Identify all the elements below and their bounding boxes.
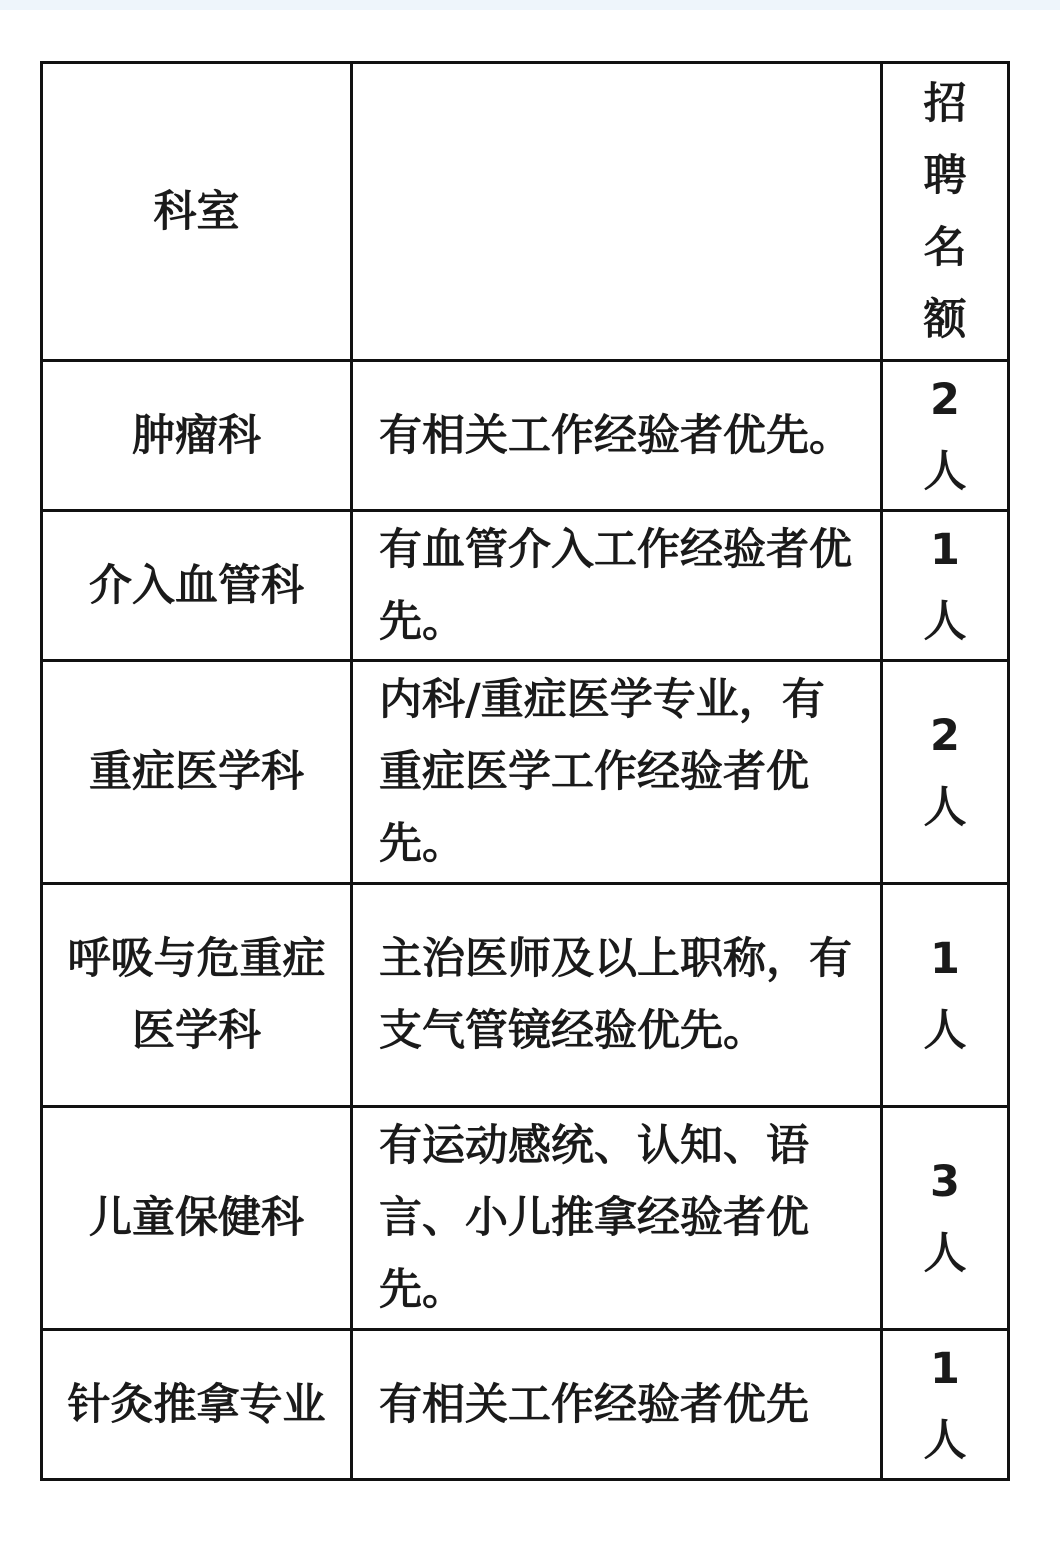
table-header-row — [42, 63, 1009, 361]
count-unit: 人 — [923, 1006, 967, 1056]
count-unit: 人 — [923, 446, 967, 497]
count-cell — [882, 661, 1009, 884]
count-cell — [882, 884, 1009, 1107]
table-row — [42, 884, 1009, 1107]
count-unit: 人 — [923, 596, 967, 647]
department-cell: 呼吸与危重症医学科 — [42, 884, 352, 1107]
count-unit: 人 — [923, 1415, 967, 1466]
requirement-cell: 主治医师及以上职称，有支气管镜经验优先。 — [352, 884, 882, 1107]
department-cell: 针灸推拿专业 — [42, 1330, 352, 1480]
table-row — [42, 661, 1009, 884]
count-value: 1 — [930, 1343, 960, 1394]
count-value: 1 — [930, 524, 960, 575]
count-value: 3 — [930, 1157, 960, 1207]
table-row — [42, 361, 1009, 511]
table-row — [42, 1330, 1009, 1480]
requirement-cell: 有运动感统、认知、语言、小儿推拿经验者优先。 — [352, 1107, 882, 1330]
count-cell — [882, 361, 1009, 511]
department-cell: 肿瘤科 — [42, 361, 352, 511]
count-cell — [882, 1330, 1009, 1480]
header-department: 科室 — [42, 63, 352, 361]
count-cell — [882, 1107, 1009, 1330]
table-row — [42, 1107, 1009, 1330]
header-headcount — [882, 63, 1009, 361]
recruitment-table — [40, 61, 1010, 1481]
table-row — [42, 511, 1009, 661]
requirement-cell: 有相关工作经验者优先。 — [352, 361, 882, 511]
count-value: 1 — [930, 934, 960, 984]
header-headcount-label: 招聘名额 — [923, 78, 967, 345]
count-value: 2 — [930, 711, 960, 761]
header-requirement — [352, 63, 882, 361]
department-cell: 介入血管科 — [42, 511, 352, 661]
requirement-cell: 内科/重症医学专业，有重症医学工作经验者优先。 — [352, 661, 882, 884]
count-cell — [882, 511, 1009, 661]
requirement-cell: 有血管介入工作经验者优先。 — [352, 511, 882, 661]
count-unit: 人 — [923, 1229, 967, 1279]
count-value: 2 — [930, 374, 960, 425]
top-strip — [0, 0, 1060, 10]
count-unit: 人 — [923, 783, 967, 833]
department-cell: 重症医学科 — [42, 661, 352, 884]
department-cell: 儿童保健科 — [42, 1107, 352, 1330]
requirement-cell: 有相关工作经验者优先 — [352, 1330, 882, 1480]
